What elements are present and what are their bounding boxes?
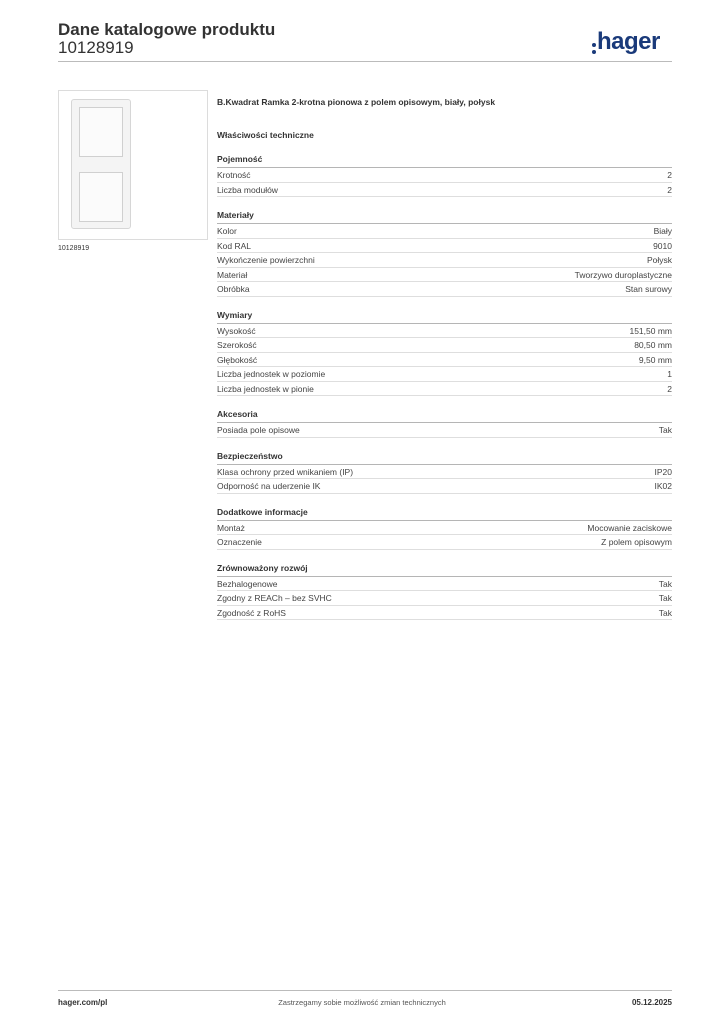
- property-group: [217, 409, 672, 438]
- product-name: B.Kwadrat Ramka 2-krotna pionowa z polem opisowym, biały, połysk: [217, 97, 496, 107]
- property-label: Posiada pole opisowe: [217, 425, 300, 435]
- property-value: Biały: [653, 226, 672, 236]
- property-group: [217, 210, 672, 297]
- property-value: Z polem opisowym: [601, 537, 672, 547]
- property-group: [217, 563, 672, 621]
- footer-website-link[interactable]: hager.com/pl: [58, 998, 108, 1007]
- property-value: Tak: [658, 425, 672, 435]
- property-group: [217, 507, 672, 550]
- property-group: [217, 451, 672, 494]
- property-label: Zgodność z RoHS: [217, 607, 286, 618]
- group-title: Pojemność: [217, 154, 672, 168]
- property-label: Bezhalogenowe: [217, 578, 278, 589]
- product-image: [58, 90, 208, 240]
- group-title: Dodatkowe informacje: [217, 507, 672, 521]
- property-value: 2: [667, 184, 672, 195]
- property-label: Liczba jednostek w poziomie: [217, 369, 326, 379]
- property-label: Głębokość: [217, 354, 258, 365]
- logo-text: hager: [597, 28, 660, 55]
- property-label: Odporność na uderzenie IK: [217, 481, 321, 491]
- frame-cell-bottom: [79, 172, 123, 222]
- property-row: [217, 465, 672, 480]
- property-row: [217, 183, 672, 198]
- property-row: [217, 367, 672, 382]
- footer-date: 05.12.2025: [631, 998, 672, 1007]
- property-value: 9,50 mm: [638, 354, 672, 365]
- property-value: IK02: [654, 481, 672, 491]
- property-label: Montaż: [217, 522, 245, 533]
- property-row: [217, 521, 672, 536]
- property-group: [217, 310, 672, 397]
- property-label: Zgodny z REACh – bez SVHC: [217, 593, 332, 603]
- property-value: Tak: [658, 607, 672, 618]
- section-heading: Właściwości techniczne: [217, 130, 314, 140]
- property-group: [217, 154, 672, 197]
- property-label: Liczba modułów: [217, 184, 278, 195]
- property-label: Oznaczenie: [217, 537, 262, 547]
- property-row: [217, 606, 672, 621]
- property-value: 1: [667, 369, 672, 379]
- document-title: Dane katalogowe produktu: [58, 20, 276, 39]
- property-groups: [217, 154, 672, 620]
- frame-illustration-icon: [71, 99, 131, 229]
- hager-logo: [592, 28, 660, 56]
- product-code: 10128919: [58, 38, 134, 57]
- group-title: Bezpieczeństwo: [217, 451, 672, 465]
- property-row: [217, 268, 672, 283]
- property-row: [217, 324, 672, 339]
- property-label: Kolor: [217, 226, 237, 236]
- property-value: 151,50 mm: [629, 325, 672, 336]
- property-value: Mocowanie zaciskowe: [587, 522, 672, 533]
- property-row: [217, 224, 672, 239]
- property-value: 2: [667, 383, 672, 394]
- property-value: Tworzywo duroplastyczne: [574, 269, 672, 280]
- property-row: [217, 479, 672, 494]
- property-value: 9010: [653, 240, 672, 251]
- property-label: Kod RAL: [217, 240, 252, 251]
- property-row: [217, 591, 672, 606]
- group-title: Wymiary: [217, 310, 672, 324]
- property-row: [217, 353, 672, 368]
- footer-divider: [58, 990, 672, 991]
- footer-disclaimer: Zastrzegamy sobie możliwość zmian technicznych: [278, 998, 446, 1007]
- image-caption: 10128919: [58, 245, 90, 252]
- header-divider: [58, 61, 672, 62]
- property-row: [217, 338, 672, 353]
- property-value: 2: [667, 170, 672, 180]
- property-row: [217, 535, 672, 550]
- property-value: Tak: [658, 578, 672, 589]
- property-label: Liczba jednostek w pionie: [217, 383, 314, 394]
- property-label: Obróbka: [217, 284, 250, 294]
- property-value: Stan surowy: [625, 284, 672, 294]
- property-label: Krotność: [217, 170, 251, 180]
- property-label: Szerokość: [217, 340, 257, 350]
- property-value: Połysk: [646, 255, 672, 265]
- property-row: [217, 168, 672, 183]
- property-row: [217, 253, 672, 268]
- property-row: [217, 423, 672, 438]
- property-value: IP20: [654, 466, 672, 477]
- property-value: Tak: [658, 593, 672, 603]
- group-title: Materiały: [217, 210, 672, 224]
- logo-dots-icon: [592, 43, 596, 54]
- property-row: [217, 577, 672, 592]
- property-label: Wysokość: [217, 325, 256, 336]
- group-title: Zrównoważony rozwój: [217, 563, 672, 577]
- property-row: [217, 239, 672, 254]
- frame-cell-top: [79, 107, 123, 157]
- property-row: [217, 282, 672, 297]
- property-label: Wykończenie powierzchni: [217, 255, 315, 265]
- product-details: [217, 97, 672, 620]
- property-value: 80,50 mm: [634, 340, 672, 350]
- property-row: [217, 382, 672, 397]
- group-title: Akcesoria: [217, 409, 672, 423]
- property-label: Materiał: [217, 269, 248, 280]
- property-label: Klasa ochrony przed wnikaniem (IP): [217, 466, 354, 477]
